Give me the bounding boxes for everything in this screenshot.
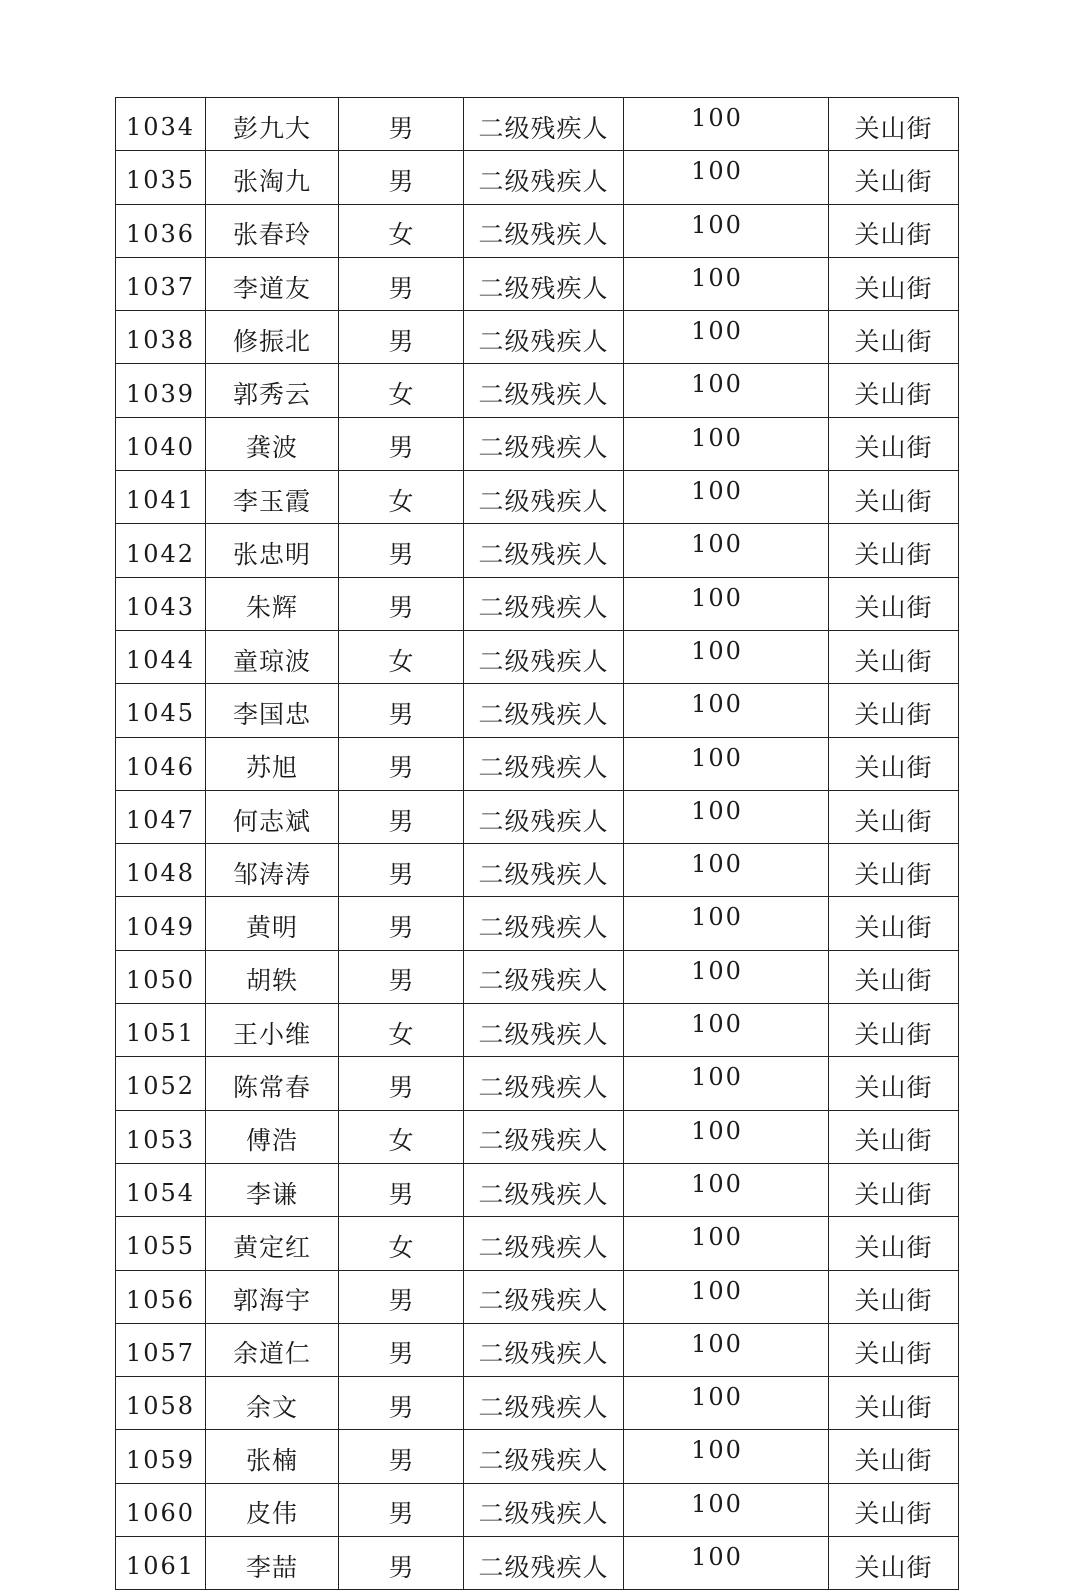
record-category-cell: 二级残疾人 — [464, 151, 624, 204]
record-category-cell: 二级残疾人 — [464, 257, 624, 310]
table-row — [116, 98, 959, 151]
record-gender-cell: 女 — [339, 1110, 464, 1163]
record-name-cell: 王小维 — [206, 1004, 339, 1057]
record-category-cell: 二级残疾人 — [464, 1430, 624, 1483]
record-gender-cell: 男 — [339, 1430, 464, 1483]
record-gender-cell: 女 — [339, 1004, 464, 1057]
record-id-cell: 1059 — [116, 1430, 206, 1483]
record-street-cell: 关山街 — [829, 98, 959, 151]
record-amount-cell: 100 — [624, 204, 829, 257]
record-gender-cell: 男 — [339, 684, 464, 737]
record-gender-cell: 男 — [339, 1163, 464, 1216]
record-street-cell: 关山街 — [829, 577, 959, 630]
record-id-cell: 1048 — [116, 844, 206, 897]
record-gender-cell: 女 — [339, 471, 464, 524]
record-gender-cell: 男 — [339, 524, 464, 577]
record-name-cell: 苏旭 — [206, 737, 339, 790]
record-street-cell: 关山街 — [829, 897, 959, 950]
table-row — [116, 1004, 959, 1057]
table-row — [116, 524, 959, 577]
record-category-cell: 二级残疾人 — [464, 1004, 624, 1057]
record-name-cell: 邹涛涛 — [206, 844, 339, 897]
record-street-cell: 关山街 — [829, 630, 959, 683]
record-amount-cell: 100 — [624, 737, 829, 790]
record-amount-cell: 100 — [624, 311, 829, 364]
record-name-cell: 张忠明 — [206, 524, 339, 577]
record-id-cell: 1055 — [116, 1217, 206, 1270]
table-row — [116, 1163, 959, 1216]
table-row — [116, 897, 959, 950]
record-id-cell: 1051 — [116, 1004, 206, 1057]
record-id-cell: 1040 — [116, 417, 206, 470]
record-street-cell: 关山街 — [829, 257, 959, 310]
table-row — [116, 737, 959, 790]
table-row — [116, 1537, 959, 1590]
record-amount-cell: 100 — [624, 1323, 829, 1376]
record-gender-cell: 女 — [339, 630, 464, 683]
table-row — [116, 684, 959, 737]
record-amount-cell: 100 — [624, 364, 829, 417]
record-gender-cell: 男 — [339, 1377, 464, 1430]
record-street-cell: 关山街 — [829, 524, 959, 577]
record-id-cell: 1042 — [116, 524, 206, 577]
record-gender-cell: 男 — [339, 577, 464, 630]
record-street-cell: 关山街 — [829, 364, 959, 417]
record-amount-cell: 100 — [624, 151, 829, 204]
record-id-cell: 1036 — [116, 204, 206, 257]
record-street-cell: 关山街 — [829, 1483, 959, 1536]
table-row — [116, 1217, 959, 1270]
record-id-cell: 1050 — [116, 950, 206, 1003]
record-gender-cell: 女 — [339, 364, 464, 417]
record-id-cell: 1061 — [116, 1537, 206, 1590]
record-id-cell: 1058 — [116, 1377, 206, 1430]
record-id-cell: 1039 — [116, 364, 206, 417]
record-id-cell: 1043 — [116, 577, 206, 630]
record-gender-cell: 女 — [339, 204, 464, 257]
table-row — [116, 577, 959, 630]
record-name-cell: 何志斌 — [206, 790, 339, 843]
record-amount-cell: 100 — [624, 844, 829, 897]
record-name-cell: 李玉霞 — [206, 471, 339, 524]
record-id-cell: 1038 — [116, 311, 206, 364]
record-street-cell: 关山街 — [829, 1004, 959, 1057]
table-row — [116, 790, 959, 843]
record-name-cell: 李谦 — [206, 1163, 339, 1216]
table-row — [116, 950, 959, 1003]
records-table-body — [116, 98, 959, 1590]
record-category-cell: 二级残疾人 — [464, 1537, 624, 1590]
record-id-cell: 1035 — [116, 151, 206, 204]
record-gender-cell: 男 — [339, 417, 464, 470]
table-row — [116, 1270, 959, 1323]
record-name-cell: 童琼波 — [206, 630, 339, 683]
record-street-cell: 关山街 — [829, 204, 959, 257]
record-street-cell: 关山街 — [829, 1323, 959, 1376]
record-name-cell: 黄明 — [206, 897, 339, 950]
record-category-cell: 二级残疾人 — [464, 1377, 624, 1430]
record-name-cell: 胡轶 — [206, 950, 339, 1003]
record-name-cell: 李喆 — [206, 1537, 339, 1590]
table-row — [116, 257, 959, 310]
record-id-cell: 1034 — [116, 98, 206, 151]
record-id-cell: 1052 — [116, 1057, 206, 1110]
record-category-cell: 二级残疾人 — [464, 1270, 624, 1323]
record-street-cell: 关山街 — [829, 311, 959, 364]
record-amount-cell: 100 — [624, 1110, 829, 1163]
record-street-cell: 关山街 — [829, 737, 959, 790]
record-id-cell: 1044 — [116, 630, 206, 683]
record-gender-cell: 男 — [339, 311, 464, 364]
record-name-cell: 张春玲 — [206, 204, 339, 257]
record-id-cell: 1041 — [116, 471, 206, 524]
record-gender-cell: 男 — [339, 1270, 464, 1323]
record-category-cell: 二级残疾人 — [464, 1163, 624, 1216]
record-street-cell: 关山街 — [829, 1163, 959, 1216]
record-id-cell: 1037 — [116, 257, 206, 310]
record-name-cell: 陈常春 — [206, 1057, 339, 1110]
record-amount-cell: 100 — [624, 790, 829, 843]
record-gender-cell: 女 — [339, 1217, 464, 1270]
record-gender-cell: 男 — [339, 1537, 464, 1590]
record-name-cell: 张楠 — [206, 1430, 339, 1483]
record-category-cell: 二级残疾人 — [464, 897, 624, 950]
record-gender-cell: 男 — [339, 98, 464, 151]
record-id-cell: 1060 — [116, 1483, 206, 1536]
table-row — [116, 844, 959, 897]
record-name-cell: 余道仁 — [206, 1323, 339, 1376]
record-category-cell: 二级残疾人 — [464, 1323, 624, 1376]
record-category-cell: 二级残疾人 — [464, 364, 624, 417]
record-name-cell: 朱辉 — [206, 577, 339, 630]
record-amount-cell: 100 — [624, 1430, 829, 1483]
record-category-cell: 二级残疾人 — [464, 98, 624, 151]
record-name-cell: 龚波 — [206, 417, 339, 470]
record-amount-cell: 100 — [624, 471, 829, 524]
record-gender-cell: 男 — [339, 950, 464, 1003]
table-row — [116, 204, 959, 257]
table-row — [116, 471, 959, 524]
record-amount-cell: 100 — [624, 950, 829, 1003]
record-category-cell: 二级残疾人 — [464, 524, 624, 577]
record-street-cell: 关山街 — [829, 1110, 959, 1163]
record-gender-cell: 男 — [339, 1323, 464, 1376]
table-row — [116, 364, 959, 417]
record-amount-cell: 100 — [624, 257, 829, 310]
record-street-cell: 关山街 — [829, 151, 959, 204]
record-id-cell: 1047 — [116, 790, 206, 843]
record-category-cell: 二级残疾人 — [464, 204, 624, 257]
record-category-cell: 二级残疾人 — [464, 1217, 624, 1270]
record-category-cell: 二级残疾人 — [464, 950, 624, 1003]
record-gender-cell: 男 — [339, 257, 464, 310]
record-amount-cell: 100 — [624, 1004, 829, 1057]
records-table — [115, 97, 959, 1590]
record-category-cell: 二级残疾人 — [464, 684, 624, 737]
record-id-cell: 1045 — [116, 684, 206, 737]
record-amount-cell: 100 — [624, 897, 829, 950]
record-amount-cell: 100 — [624, 98, 829, 151]
record-street-cell: 关山街 — [829, 790, 959, 843]
record-category-cell: 二级残疾人 — [464, 630, 624, 683]
table-row — [116, 151, 959, 204]
record-category-cell: 二级残疾人 — [464, 737, 624, 790]
record-id-cell: 1046 — [116, 737, 206, 790]
table-row — [116, 1377, 959, 1430]
record-gender-cell: 男 — [339, 897, 464, 950]
record-gender-cell: 男 — [339, 1483, 464, 1536]
record-category-cell: 二级残疾人 — [464, 844, 624, 897]
record-category-cell: 二级残疾人 — [464, 1483, 624, 1536]
record-street-cell: 关山街 — [829, 1057, 959, 1110]
record-name-cell: 皮伟 — [206, 1483, 339, 1536]
record-amount-cell: 100 — [624, 630, 829, 683]
record-amount-cell: 100 — [624, 1483, 829, 1536]
record-street-cell: 关山街 — [829, 950, 959, 1003]
record-gender-cell: 男 — [339, 151, 464, 204]
table-row — [116, 1483, 959, 1536]
record-category-cell: 二级残疾人 — [464, 790, 624, 843]
record-name-cell: 傅浩 — [206, 1110, 339, 1163]
record-name-cell: 张淘九 — [206, 151, 339, 204]
table-row — [116, 1323, 959, 1376]
record-category-cell: 二级残疾人 — [464, 471, 624, 524]
table-row — [116, 630, 959, 683]
record-street-cell: 关山街 — [829, 1270, 959, 1323]
record-street-cell: 关山街 — [829, 471, 959, 524]
record-street-cell: 关山街 — [829, 417, 959, 470]
record-amount-cell: 100 — [624, 684, 829, 737]
record-amount-cell: 100 — [624, 1377, 829, 1430]
table-row — [116, 417, 959, 470]
record-name-cell: 黄定红 — [206, 1217, 339, 1270]
record-id-cell: 1057 — [116, 1323, 206, 1376]
table-row — [116, 1057, 959, 1110]
record-name-cell: 郭海宇 — [206, 1270, 339, 1323]
record-name-cell: 李国忠 — [206, 684, 339, 737]
record-id-cell: 1056 — [116, 1270, 206, 1323]
record-gender-cell: 男 — [339, 790, 464, 843]
record-name-cell: 彭九大 — [206, 98, 339, 151]
record-name-cell: 修振北 — [206, 311, 339, 364]
record-amount-cell: 100 — [624, 1217, 829, 1270]
record-amount-cell: 100 — [624, 1537, 829, 1590]
record-category-cell: 二级残疾人 — [464, 1057, 624, 1110]
table-row — [116, 311, 959, 364]
record-street-cell: 关山街 — [829, 1430, 959, 1483]
record-street-cell: 关山街 — [829, 1217, 959, 1270]
record-category-cell: 二级残疾人 — [464, 311, 624, 364]
record-street-cell: 关山街 — [829, 1377, 959, 1430]
record-gender-cell: 男 — [339, 737, 464, 790]
record-gender-cell: 男 — [339, 844, 464, 897]
record-category-cell: 二级残疾人 — [464, 417, 624, 470]
record-amount-cell: 100 — [624, 417, 829, 470]
record-id-cell: 1054 — [116, 1163, 206, 1216]
record-amount-cell: 100 — [624, 1163, 829, 1216]
record-amount-cell: 100 — [624, 524, 829, 577]
table-row — [116, 1430, 959, 1483]
record-street-cell: 关山街 — [829, 684, 959, 737]
record-amount-cell: 100 — [624, 1270, 829, 1323]
record-name-cell: 李道友 — [206, 257, 339, 310]
record-id-cell: 1053 — [116, 1110, 206, 1163]
record-name-cell: 余文 — [206, 1377, 339, 1430]
record-street-cell: 关山街 — [829, 844, 959, 897]
record-amount-cell: 100 — [624, 1057, 829, 1110]
record-gender-cell: 男 — [339, 1057, 464, 1110]
record-category-cell: 二级残疾人 — [464, 577, 624, 630]
table-row — [116, 1110, 959, 1163]
record-id-cell: 1049 — [116, 897, 206, 950]
record-category-cell: 二级残疾人 — [464, 1110, 624, 1163]
record-amount-cell: 100 — [624, 577, 829, 630]
record-street-cell: 关山街 — [829, 1537, 959, 1590]
record-name-cell: 郭秀云 — [206, 364, 339, 417]
